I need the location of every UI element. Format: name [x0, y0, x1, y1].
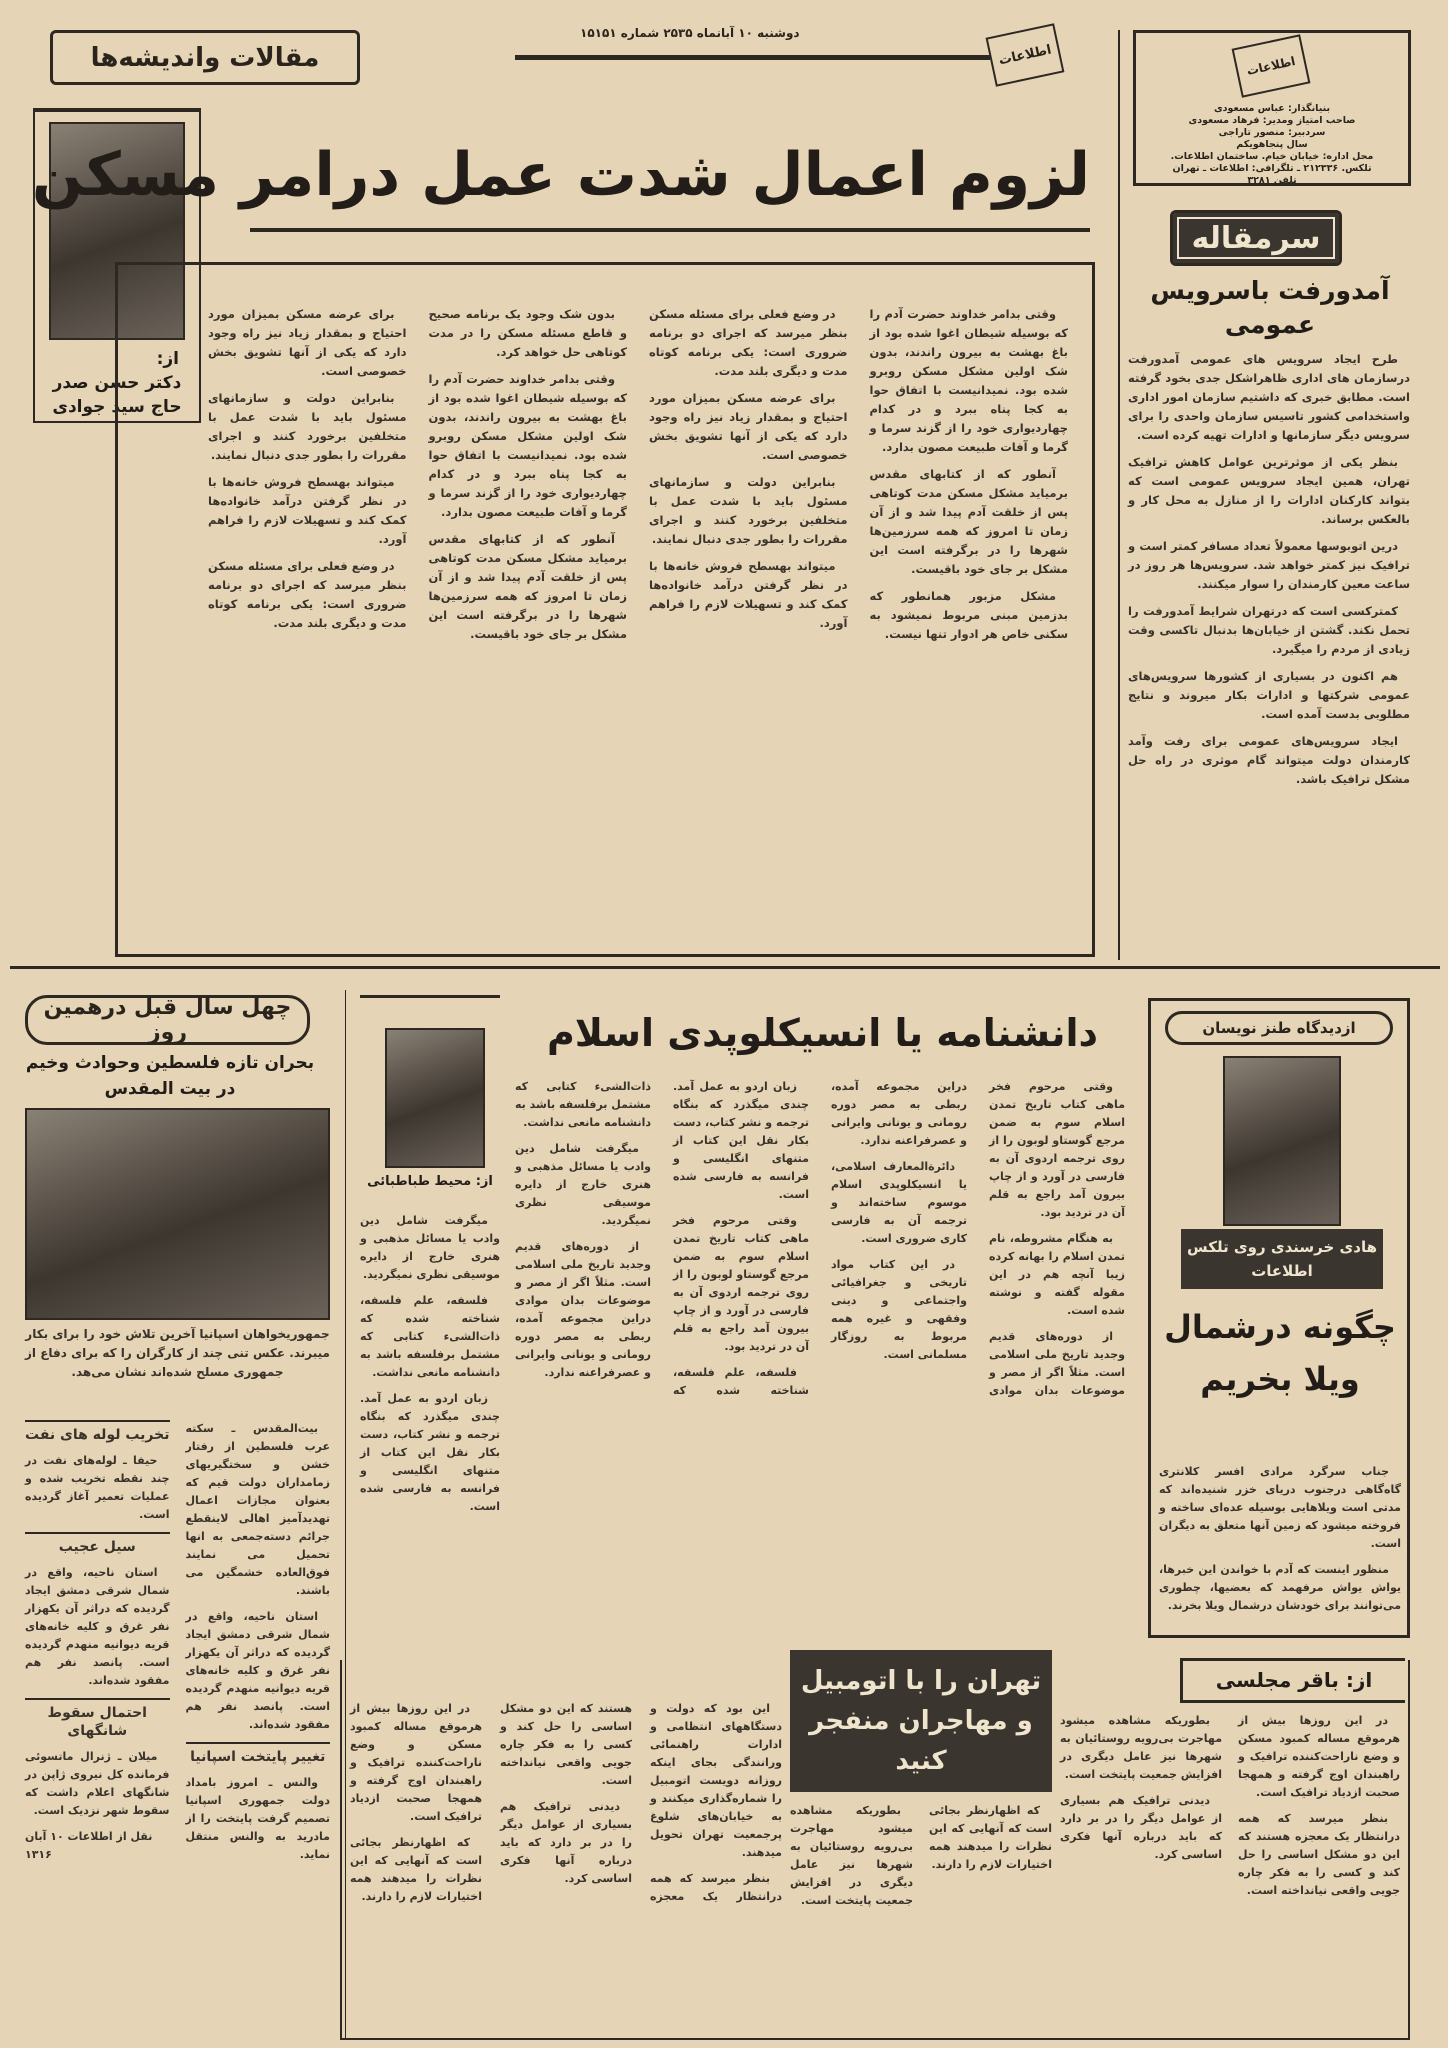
paragraph: بنابراین دولت و سازمانهای مسئول باید با شدت عمل با متخلفین برخورد کنند و اجرای مقررات را بطور جدی دنبال نمایند. — [208, 391, 407, 462]
paragraph: مشکل مزبور همانطور که بدزمین مبنی مربوط نمیشود به سکنی خاص هر ادوار تنها نیست. — [869, 589, 1068, 641]
paragraph: در وضع فعلی برای مسئله مسکن بنظر میرسد که اجرای دو برنامه ضروری است: یکی برنامه کوتاه مدت و دیگری بلند مدت. — [208, 559, 407, 630]
paragraph: بدون شک وجود یک برنامه صحیح و قاطع مسئله مسکن را در مدت کوتاهی حل خواهد کرد. — [428, 307, 627, 359]
author-name: محیط طباطبائی — [367, 1174, 472, 1189]
paragraph: دیدنی ترافیک هم بسیاری از عوامل دیگر را در بر دارد که باید درباره آنها فکری اساسی کرد. — [1060, 1794, 1222, 1861]
paragraph: دیدنی ترافیک هم بسیاری از عوامل دیگر را در بر دارد که باید درباره آنها فکری اساسی کرد. — [500, 1800, 632, 1885]
satire-name-banner: هادی خرسندی روی تلکس اطلاعات — [1181, 1229, 1383, 1289]
imprint-line: تلفن ۳۲۸۱ — [1247, 175, 1297, 186]
satire-body — [1159, 1463, 1401, 1623]
paragraph: حیفا ـ لوله‌های نفت در چند نقطه تخریب شده و عملیات تعمیر آغاز گردیده است. — [25, 1454, 170, 1521]
author-prefix: از: — [1345, 1668, 1373, 1692]
paragraph: والنس ـ امروز بامداد دولت جمهوری اسپانیا تصمیم گرفت پایتخت را از مادرید به والنس منتقل نماید. — [185, 1776, 330, 1861]
paragraph: هم اکنون در بسیاری از کشورها سرویس‌های عمومی شرکتها و ادارات بکار میروند و نتایج مطلوبی بدست آمده است. — [1128, 669, 1410, 721]
author-name: باقر مجلسی — [1215, 1668, 1339, 1692]
main-article-box — [115, 262, 1095, 957]
paragraph: این بود که دولت و دستگاههای انتظامی و ادارات راهنمائی ورانندگی بجای اینکه روزانه دویست اتومبیل را شماره‌گذاری میکنند و به خیابان‌های شلوغ پرجمعیت تهران تحویل میدهند. — [650, 1702, 782, 1859]
satire-headline: چگونه درشمال ویلا بخریم — [1164, 1308, 1396, 1398]
satire-box — [1148, 998, 1410, 1638]
paragraph: آنطور که از کتابهای مقدس برمیاید مشکل مسکن مدت کوتاهی پس از خلقت آدم پیدا شد و از آن زمان تا امروز که همه سرزمین‌ها شهرها را در برگرفته است این مشکل بر جای خود باقیست. — [428, 532, 627, 641]
tehran-headline: تهران را با اتومبیل و مهاجران منفجر کنید — [790, 1650, 1052, 1792]
paragraph: زبان اردو به عمل آمد. چندی میگذرد که بنگاه ترجمه و نشر کتاب، دست بکار نقل این کتاب از متنهای انگلیسی و فرانسه به فارسی شده است. — [360, 1392, 500, 1513]
headline-rule — [250, 228, 1090, 232]
encyclopedia-body-continued — [360, 1212, 500, 1524]
encyclopedia-author — [360, 1174, 500, 1189]
subhead: تغییر پایتخت اسپانیا — [186, 1742, 331, 1766]
paragraph: بنظر یکی از موثرترین عوامل کاهش ترافیک تهران، همین ایجاد سرویس عمومی است که بتواند کارکنان ادارات را از منازل به محل کار و بالعکس برساند. — [1128, 455, 1410, 526]
tehran-body-right — [1060, 1712, 1400, 2032]
paragraph: آنطور که از کتابهای مقدس برمیاید مشکل مسکن مدت کوتاهی پس از خلقت آدم پیدا شد و از آن زمان تا امروز که همه سرزمین‌ها شهرها را در برگرفته است این مشکل بر جای خود باقیست. — [869, 467, 1068, 576]
source-note: نقل از اطلاعات ۱۰ آبان ۱۳۱۶ — [25, 1830, 153, 1861]
editorial-label: سرمقاله — [1170, 210, 1342, 266]
paragraph: جناب سرگرد مرادی افسر کلانتری گاه‌گاهی درجنوب دریای خزر شنیده‌اند که مدتی است ویلاهایی بوسیله عده‌ای ساخته و فروخته میشود که زمین آنها متعلق به دیگران است. — [1159, 1465, 1401, 1550]
main-article-body — [208, 305, 1068, 945]
imprint-box — [1133, 30, 1411, 186]
subhead: سیل عجیب — [25, 1532, 170, 1556]
paragraph: برای عرضه مسکن بمیزان مورد احتیاج و بمقدار زیاد نیز راه وجود دارد که یکی از آنها تشویق بخش خصوصی است. — [208, 307, 407, 378]
paragraph: ایجاد سرویس‌های عمومی برای رفت وآمد کارمندان دولت میتواند گام موثری در راه حل مشکل ترافیک باشد. — [1128, 734, 1410, 786]
tehran-author — [1180, 1658, 1405, 1703]
tehran-body-middle — [790, 1802, 1052, 2032]
author-prefix: از: — [475, 1174, 493, 1189]
paragraph: وقتی مرحوم فخر ماهی کتاب تاریخ تمدن اسلام سوم به ضمن مرجع گوستاو لوبون را از روی ترجمه اردوی آن به فارسی در آورد و از چاپ بیرون آمد راجع به قلم آن در تردید بود. — [673, 1214, 809, 1353]
paragraph: وقتی مرحوم فخر ماهی کتاب تاریخ تمدن اسلام سوم به ضمن مرجع گوستاو لوبون را از روی ترجمه اردوی آن به فارسی در آورد و از چاپ بیرون آمد راجع به قلم آن در تردید بود. — [989, 1080, 1125, 1219]
paragraph: بطوریکه مشاهده میشود مهاجرت بی‌رویه روستائیان به شهرها نیز عامل دیگری در افزایش جمعیت پایتخت است. — [790, 1804, 913, 1907]
author-prefix: از: — [156, 349, 179, 369]
editorial-headline: آمدورفت باسرویس عمومی — [1150, 276, 1390, 339]
paragraph: بنابراین دولت و سازمانهای مسئول باید با شدت عمل با متخلفین برخورد کنند و اجرای مقررات را بطور جدی دنبال نمایند. — [649, 475, 848, 546]
paragraph: میگرفت شامل دین وادب یا مسائل مذهبی و هنری خارج از دایره موسیقی نظری نمیگردید. — [515, 1142, 651, 1227]
imprint-line: بنیانگذار: عباس مسعودی — [1213, 103, 1331, 114]
paragraph: منظور اینست که آدم با خواندن این خبرها، یواش یواش مرفهمد که بعضیها، چطوری می‌توانند برای خودشان درشمال ویلا بخرند. — [1159, 1563, 1401, 1612]
logo: اطلاعات — [986, 23, 1065, 86]
dateline: دوشنبه ۱۰ آبانماه ۲۵۳۵ شماره ۱۵۱۵۱ — [580, 26, 800, 40]
paragraph: میتواند بهسطح فروش خانه‌ها با در نظر گرفتن درآمد خانواده‌ها کمک کند و تسهیلات لازم را فراهم آورد. — [649, 559, 848, 630]
paragraph: که اظهارنظر بجائی است که آنهایی که این نظرات را میدهند همه اختیارات لازم را دارند. — [350, 1836, 482, 1903]
paragraph: وقتی بدامر خداوند حضرت آدم را که بوسیله شیطان اغوا شده بود از باغ بهشت به بیرون راندند، بدون شک اولین مشکل مسکن روبرو شده بود. نمیدانیست با اتفاق حوا به کجا پناه ببرد و در کدام چهاردیواری خود را از گزند سرما و گرما و آفات طبیعت مصون بدارد. — [428, 372, 627, 519]
imprint-line: صاحب امتیاز ومدیر: فرهاد مسعودی — [1188, 115, 1356, 126]
subhead: تخریب لوله های نفت — [25, 1420, 170, 1444]
author-name: دکتر حسن صدر — [52, 373, 182, 393]
paragraph: در این روزها بیش از هرموقع مساله کمبود مسکن و وضع ناراحت‌کننده ترافیک و راهبندان اوج گرفته و همهجا صحبت ازدیاد ترافیک است. — [350, 1702, 482, 1823]
imprint-line: تلکس. ۲۱۲۳۳۶ ـ تلگرافی: اطلاعات ـ تهران — [1172, 163, 1372, 174]
satire-label: ازدیدگاه طنز نویسان — [1165, 1011, 1393, 1045]
column-rule — [1118, 30, 1120, 960]
tehran-body-left — [350, 1700, 782, 2032]
imprint-logo: اطلاعات — [1232, 34, 1311, 97]
history-headline: بحران تازه فلسطین وحوادث وخیم در بیت المقدس — [25, 1053, 315, 1099]
paragraph: بیت‌المقدس ـ سکته عرب فلسطین از رفتار خشن و سختگیریهای زمامداران دولت قیم که بعنوان مجازات اعمال تهدیدآمیز اهالی لاینقطع جرائم دسته‌جمعی به انها تحمیل می نمایند فوق‌العاده خشمگین می باشند. — [185, 1422, 330, 1597]
encyclopedia-body — [515, 1078, 1125, 1648]
paragraph: کمترکسی است که درتهران شرایط آمدورفت را تحمل نکند. گشتن از خیابان‌ها بدنبال تاکسی وقت زیادی از مردم را میگیرد. — [1128, 604, 1410, 656]
paragraph: به هنگام مشروطه، نام تمدن اسلام را بهانه کرده زیبا آنچه هم در این مقوله گفته و نوشته شده است. — [989, 1232, 1125, 1317]
paragraph: فلسفه، علم فلسفه، شناخته شده که ذات‌الشیء کتابی که مشتمل برفلسفه باشد به دانشنامه مانعی نداشت. — [515, 1080, 809, 1397]
imprint-line: سال پنجاهویکم — [1236, 139, 1308, 150]
paragraph: بنظر میرسد که همه درانتظار یک معجزه هستند که این دو مشکل اساسی را حل کند و کسی را به فکر چاره جویی واقعی نیانداخته است. — [500, 1702, 782, 1903]
paragraph: برای عرضه مسکن بمیزان مورد احتیاج و بمقدار زیاد نیز راه وجود دارد که یکی از آنها تشویق بخش خصوصی است. — [649, 391, 848, 462]
paragraph: از دوره‌های قدیم وجدید تاریخ ملی اسلامی است. مثلاً اگر از مصر و موضوعات بدان موادی دراین مجموعه آمده، ربطی به مصر دوره رومانی و یونانی وایرانی و عصرفراعنه ندارد. — [515, 1240, 651, 1379]
paragraph: طرح ایجاد سرویس های عمومی آمدورفت درسازمان های اداری ظاهراشکل جدی بخود گرفته است. مطابق خبری که داشتیم سازمان امور اداری واستخدامی کشور تاسیس سازمان واحدی را برای سرویس دیگر سازمانها و ادارات تهیه کرده است. — [1128, 352, 1410, 442]
paragraph: زبان اردو به عمل آمد. چندی میگذرد که بنگاه ترجمه و نشر کتاب، دست بکار نقل این کتاب از متنهای انگلیسی و فرانسه به فارسی شده است. — [673, 1080, 809, 1201]
section-title: مقالات واندیشه‌ها — [50, 30, 360, 85]
paragraph: بطوریکه مشاهده میشود مهاجرت بی‌رویه روستائیان به شهرها نیز عامل دیگری در افزایش جمعیت پایتخت است. — [1060, 1714, 1222, 1781]
paragraph: وقتی بدامر خداوند حضرت آدم را که بوسیله شیطان اغوا شده بود از باغ بهشت به بیرون راندند، بدون شک اولین مشکل مسکن روبرو شده بود. نمیدانیست با اتفاق حوا به کجا پناه ببرد و در کدام چهاردیواری خود را از گزند سرما و گرما و آفات طبیعت مصون بدارد. — [869, 307, 1068, 454]
imprint-line: محل اداره: خیابان خیام. ساختمان اطلاعات. — [1170, 151, 1374, 162]
paragraph: میلان ـ ژنرال ماتسوئی فرمانده کل نیروی ژاپن در شانگهای اعلام داشت که سقوط شهر نزدیک است. — [25, 1750, 170, 1817]
history-photo — [25, 1108, 330, 1320]
paragraph: استان ناحیه، واقع در شمال شرقی دمشق ایجاد گردیده که دراثر آن یکهزار نفر غرق و کلیه خانه‌های قریه دیوانیه منهدم گردیده است. پانصد نفر هم مفقود شده‌اند. — [185, 1610, 330, 1731]
paragraph: فلسفه، علم فلسفه، شناخته شده که ذات‌الشیء کتابی که مشتمل برفلسفه باشد به دانشنامه مانعی نداشت. — [360, 1294, 500, 1379]
paragraph: استان ناحیه، واقع در شمال شرقی دمشق ایجاد گردیده که دراثر آن یکهزار نفر غرق و کلیه خانه‌های قریه دیوانیه منهدم گردیده است. پانصد نفر هم مفقود شده‌اند. — [25, 1566, 170, 1687]
paragraph: بنظر میرسد که همه درانتظار یک معجزه هستند که این دو مشکل اساسی را حل کند و کسی را به فکر چاره جویی واقعی نیانداخته است. — [1238, 1812, 1400, 1897]
satire-author-photo — [1223, 1056, 1341, 1226]
encyclopedia-author-box — [360, 995, 500, 1200]
paragraph: در وضع فعلی برای مسئله مسکن بنظر میرسد که اجرای دو برنامه ضروری است: یکی برنامه کوتاه مدت و دیگری بلند مدت. — [649, 307, 848, 378]
encyclopedia-headline: دانشنامه یا انسیکلوپدی اسلام — [546, 1011, 1099, 1055]
history-body — [25, 1420, 330, 2035]
paragraph: میتواند بهسطح فروش خانه‌ها با در نظر گرفتن درآمد خانواده‌ها کمک کند و تسهیلات لازم را فراهم آورد. — [208, 475, 407, 546]
imprint-line: سردبیر: منصور تاراجی — [1218, 127, 1326, 138]
history-label: چهل سال قبل درهمین روز — [25, 995, 310, 1045]
paragraph: دائرةالمعارف اسلامی، یا انسیکلوپدی اسلام موسوم ساخته‌اند و ترجمه آن به فارسی کاری ضروری است. — [831, 1160, 967, 1245]
paragraph: که اظهارنظر بجائی است که آنهایی که این نظرات را میدهند همه اختیارات لازم را دارند. — [929, 1804, 1052, 1871]
paragraph: میگرفت شامل دین وادب یا مسائل مذهبی و هنری خارج از دایره موسیقی نظری نمیگردید. — [360, 1214, 500, 1281]
author-name: حاج سید جوادی — [52, 397, 182, 417]
editorial-body — [1128, 350, 1410, 797]
subhead: احتمال سقوط شانگهای — [25, 1698, 170, 1740]
main-headline: لزوم اعمال شدت عمل درامر مسکن — [31, 140, 1090, 210]
masthead-rule — [515, 55, 990, 60]
history-caption: جمهوریخواهان اسپانیا آخرین تلاش خود را برای بکار میبرند. عکس تنی چند از کارگران را که برای دفاع از جمهوری مسلح شده‌اند نشان می‌هد. — [25, 1327, 330, 1379]
paragraph: در این روزها بیش از هرموقع مساله کمبود مسکن و وضع ناراحت‌کننده ترافیک و راهبندان اوج گرفته و همهجا صحبت ازدیاد ترافیک است. — [1238, 1714, 1400, 1799]
encyclopedia-author-photo — [385, 1028, 485, 1168]
paragraph: درین اتوبوسها معمولاً تعداد مسافر کمتر است و ترافیک نیز کمتر خواهد شد. سرویس‌ها هر روز در ساعت معین کارمندان را سوار میکنند. — [1128, 539, 1410, 591]
section-divider — [10, 966, 1440, 969]
paragraph: از دوره‌های قدیم وجدید تاریخ ملی اسلامی است. مثلاً اگر از مصر و موضوعات بدان موادی دراین مجموعه آمده، ربطی به مصر دوره رومانی و یونانی وایرانی و عصرفراعنه ندارد. — [831, 1080, 1125, 1397]
paragraph: در این کتاب مواد تاریخی و جغرافیائی واجتماعی و دینی وفقهی و غیره همه مربوط به روزگار مسلمانی است. — [831, 1258, 967, 1361]
